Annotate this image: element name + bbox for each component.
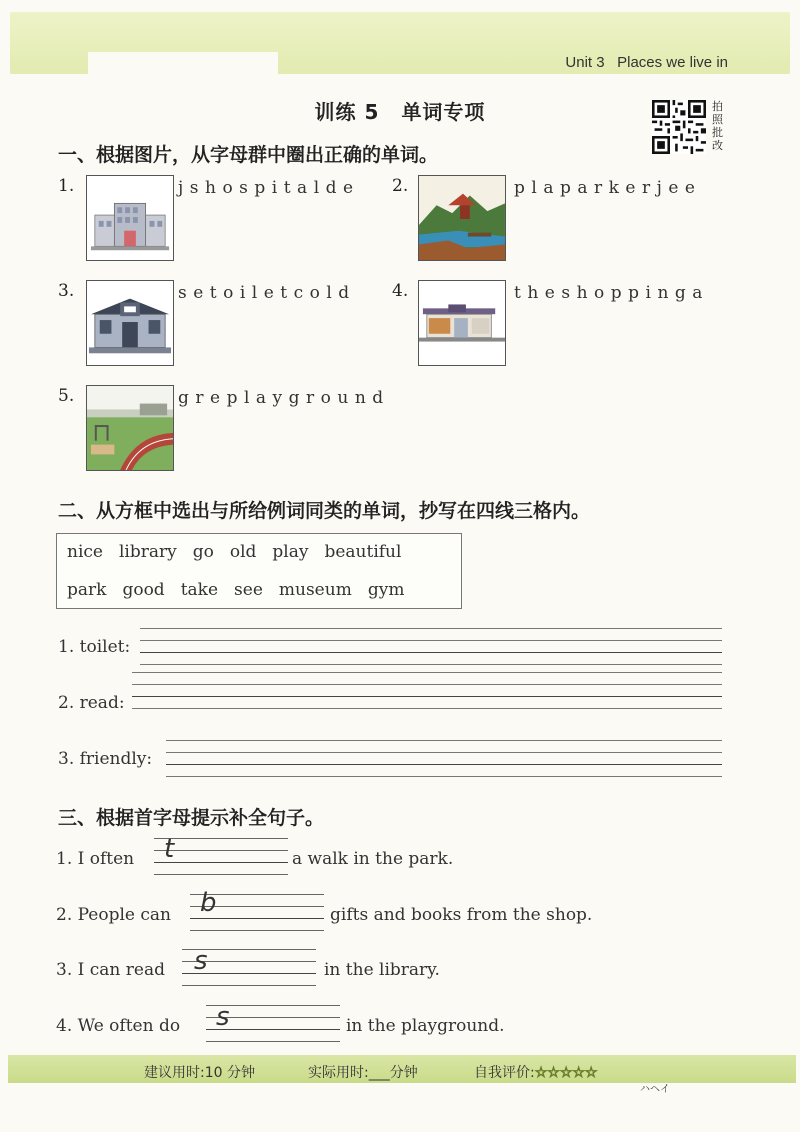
word-bank-word: nice	[67, 542, 103, 562]
handwritten-hint-letter: b	[200, 888, 217, 918]
copy-prompt-label: 3. friendly:	[58, 749, 153, 769]
letter-group[interactable]: theshoppinga	[514, 283, 709, 303]
word-bank-word: park	[67, 580, 107, 600]
qr-side-char: 拍	[712, 100, 723, 113]
word-bank-word: go	[192, 542, 214, 562]
qr-side-char: 批	[712, 126, 723, 139]
corner-scribble: ハヘイ	[640, 1084, 670, 1095]
section2-heading: 二、从方框中选出与所给例词同类的单词，抄写在四线三格内。	[58, 500, 591, 522]
section3-heading: 三、根据首字母提示补全句子。	[58, 807, 325, 829]
copy-prompt-label: 2. read:	[58, 693, 125, 713]
letter-group[interactable]: greplayground	[178, 388, 390, 408]
word-bank-word: play	[272, 542, 309, 562]
rating-stars-icon[interactable]: ☆☆☆☆☆	[534, 1065, 598, 1081]
sentence-suffix: gifts and books from the shop.	[330, 905, 593, 925]
word-bank-word: gym	[367, 580, 405, 600]
hospital-building-image	[86, 175, 174, 261]
word-bank-word: museum	[278, 580, 352, 600]
sentence-prefix: 3. I can read	[56, 960, 165, 980]
word-bank-word: see	[234, 580, 263, 600]
item-number: 3.	[58, 281, 75, 301]
sentence-prefix: 2. People can	[56, 905, 171, 925]
item-number: 5.	[58, 386, 75, 406]
handwritten-hint-letter: s	[194, 946, 208, 976]
sentence-suffix: a walk in the park.	[292, 849, 454, 869]
park-landscape-image	[418, 175, 506, 261]
letter-group[interactable]: setoiletcold	[178, 283, 356, 303]
suggested-time: 建议用时:10 分钟	[144, 1065, 255, 1081]
handwritten-hint-letter: t	[164, 834, 175, 864]
word-bank-box	[56, 533, 462, 609]
qr-side-label	[712, 100, 730, 152]
toilet-building-image	[86, 280, 174, 366]
four-line-writing-area[interactable]	[166, 740, 722, 780]
four-line-writing-area[interactable]	[132, 672, 722, 712]
word-bank-word: good	[122, 580, 165, 600]
item-number: 4.	[392, 281, 409, 301]
word-bank-word: take	[180, 580, 219, 600]
item-number: 1.	[58, 176, 75, 196]
header-blank-patch	[88, 52, 278, 76]
sentence-suffix: in the library.	[324, 960, 440, 980]
self-evaluation	[474, 1062, 597, 1082]
playground-image	[86, 385, 174, 471]
qr-side-char: 改	[712, 139, 723, 152]
sentence-prefix: 4. We often do	[56, 1016, 181, 1036]
actual-time: 实际用时:___分钟	[308, 1065, 418, 1081]
word-bank-row	[67, 580, 404, 600]
copy-prompt-label: 1. toilet:	[58, 637, 131, 657]
word-bank-row	[67, 542, 401, 562]
handwritten-hint-letter: s	[216, 1002, 230, 1032]
word-bank-word: library	[118, 542, 177, 562]
word-bank-word: old	[229, 542, 257, 562]
letter-group[interactable]: plaparkerjee	[514, 178, 702, 198]
sentence-prefix: 1. I often	[56, 849, 135, 869]
letter-group[interactable]: jshospitalde	[178, 178, 360, 198]
qr-side-char: 照	[712, 113, 723, 126]
title-exercise-number: 训练 5	[314, 100, 380, 124]
section1-heading: 一、根据图片，从字母群中圈出正确的单词。	[58, 144, 439, 166]
shop-building-image	[418, 280, 506, 366]
sentence-suffix: in the playground.	[346, 1016, 505, 1036]
item-number: 2.	[392, 176, 409, 196]
word-bank-word: beautiful	[324, 542, 402, 562]
qr-code-icon[interactable]	[652, 100, 706, 154]
title-topic: 单词专项	[401, 100, 486, 124]
unit-label: Unit 3 Places we live in	[565, 54, 728, 71]
self-evaluation-label: 自我评价:	[474, 1065, 535, 1081]
